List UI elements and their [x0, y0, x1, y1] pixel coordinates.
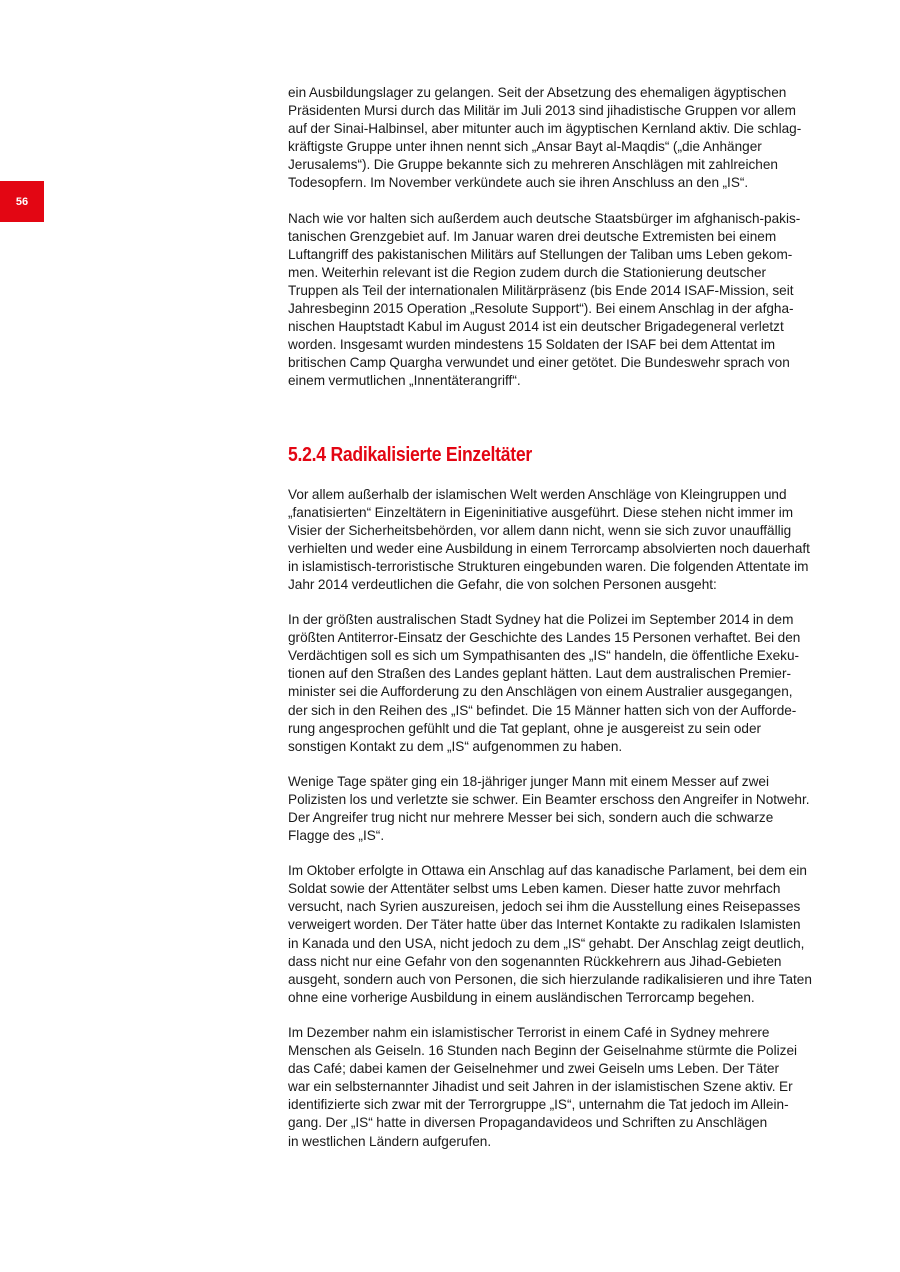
text-line: Jahresbeginn 2015 Operation „Resolute Support“). Bei einem Anschlag in der afgha- [288, 301, 794, 317]
text-line: Soldat sowie der Attentäter selbst ums Leben kamen. Dieser hatte zuvor mehrfach [288, 881, 781, 897]
page-number: 56 [0, 181, 44, 222]
main-text [288, 84, 836, 1168]
text-line: ein Ausbildungslager zu gelangen. Seit der Absetzung des ehemaligen ägyptischen [288, 85, 787, 100]
text-line: rung angesprochen gefühlt und die Tat geplant, ohne je ausgereist zu sein oder [288, 720, 762, 736]
text-line: Jahr 2014 verdeutlichen die Gefahr, die von solchen Personen ausgeht: [288, 576, 717, 592]
text-line: nischen Hauptstadt Kabul im August 2014 ist ein deutscher Brigadegeneral verletzt [288, 319, 784, 335]
text-line: in westlichen Ländern aufgerufen. [288, 1133, 492, 1149]
text-line: einem vermutlichen „Innentäterangriff“. [288, 373, 521, 389]
text-line: das Café; dabei kamen der Geiselnehmer und zwei Geiseln ums Leben. Der Täter [288, 1061, 780, 1077]
text-line: Präsidenten Mursi durch das Militär im Juli 2013 sind jihadistische Gruppen vor allem [288, 103, 796, 119]
paragraph [288, 1024, 836, 1151]
text-line: men. Weiterhin relevant ist die Region zudem durch die Stationierung deutscher [288, 264, 767, 280]
text-line: britischen Camp Quargha verwundet und einer getötet. Die Bundeswehr sprach von [288, 355, 790, 371]
text-line: Jerusalems“). Die Gruppe bekannte sich zu mehreren Anschlägen mit zahlreichen [288, 157, 778, 173]
text-line: tanischen Grenzgebiet auf. Im Januar waren drei deutsche Extremisten bei einem [288, 228, 777, 244]
text-line: Todesopfern. Im November verkündete auch sie ihren Anschluss an den „IS“. [288, 175, 749, 191]
text-line: Im Oktober erfolgte in Ottawa ein Anschlag auf das kanadische Parlament, bei dem ein [288, 863, 807, 879]
paragraph [288, 773, 836, 845]
text-line: kräftigste Gruppe unter ihnen nennt sich „Ansar Bayt al-Maqdis“ („die Anhänger [288, 139, 762, 155]
text-line: ausgeht, sondern auch von Personen, die sich hierzulande radikalisieren und ihre Taten [288, 971, 812, 987]
text-line: „fanatisierten“ Einzeltätern in Eigeninitiative ausgeführt. Diese stehen nicht immer im [288, 504, 794, 520]
text-line: auf der Sinai-Halbinsel, aber mitunter auch im ägyptischen Kernland aktiv. Die schlag- [288, 121, 802, 137]
text-line: Truppen als Teil der internationalen Militärpräsenz (bis Ende 2014 ISAF-Mission, seit [288, 282, 794, 298]
text-line: Visier der Sicherheitsbehörden, vor allem dann nicht, wenn sie sich zuvor unauffällig [288, 522, 792, 538]
paragraph [288, 84, 836, 193]
text-line: ohne eine vorherige Ausbildung in einem ausländischen Terrorcamp begehen. [288, 989, 755, 1005]
text-line: in Kanada und den USA, nicht jedoch zu dem „IS“ gehabt. Der Anschlag zeigt deutlich, [288, 935, 805, 951]
text-line: In der größten australischen Stadt Sydney hat die Polizei im September 2014 in dem [288, 612, 794, 628]
text-line: gang. Der „IS“ hatte in diversen Propagandavideos und Schriften zu Anschlägen [288, 1115, 768, 1131]
section-heading: 5.2.4 Radikalisierte Einzeltäter [288, 443, 532, 466]
text-line: verhielten und weder eine Ausbildung in einem Terrorcamp absolvierten noch dauerhaft [288, 540, 810, 556]
text-line: Wenige Tage später ging ein 18-jähriger junger Mann mit einem Messer auf zwei [288, 773, 769, 789]
paragraphs-top [288, 84, 836, 391]
text-line: Verdächtigen soll es sich um Sympathisanten des „IS“ handeln, die öffentliche Exeku- [288, 648, 800, 664]
text-line: war ein selbsternannter Jihadist und seit Jahren in der islamistischen Szene aktiv. Er [288, 1079, 793, 1095]
text-line: Nach wie vor halten sich außerdem auch deutsche Staatsbürger im afghanisch-pakis- [288, 210, 801, 226]
text-line: worden. Insgesamt wurden mindestens 15 Soldaten der ISAF bei dem Attentat im [288, 337, 776, 353]
text-line: in islamistisch-terroristische Strukturen eingebunden waren. Die folgenden Attentate im [288, 558, 809, 574]
text-line: der sich in den Reihen des „IS“ befindet. Die 15 Männer hatten sich von der Aufforde- [288, 702, 797, 718]
text-line: identifizierte sich zwar mit der Terrorgruppe „IS“, unternahm die Tat jedoch im Allein- [288, 1097, 789, 1113]
text-line: verweigert worden. Der Täter hatte über das Internet Kontakte zu radikalen Islamisten [288, 917, 801, 933]
text-line: Im Dezember nahm ein islamistischer Terrorist in einem Café in Sydney mehrere [288, 1024, 770, 1040]
text-line: Luftangriff des pakistanischen Militärs auf Stellungen der Taliban ums Leben gekom- [288, 246, 793, 262]
text-line: Flagge des „IS“. [288, 828, 385, 844]
text-line: Vor allem außerhalb der islamischen Welt werden Anschläge von Kleingruppen und [288, 486, 787, 502]
paragraph [288, 486, 836, 595]
text-line: dass nicht nur eine Gefahr von den sogenannten Rückkehrern aus Jihad-Gebieten [288, 953, 782, 969]
text-line: Menschen als Geiseln. 16 Stunden nach Beginn der Geiselnahme stürmte die Polizei [288, 1043, 798, 1059]
text-line: minister sei die Aufforderung zu den Anschlägen von einem Australier ausgegangen, [288, 684, 793, 700]
paragraph [288, 862, 836, 1007]
text-line: Der Angreifer trug nicht nur mehrere Messer bei sich, sondern auch die schwarze [288, 810, 774, 825]
text-line: versucht, nach Syrien auszureisen, jedoch sei ihm die Ausstellung eines Reisepasses [288, 899, 801, 915]
paragraph [288, 611, 836, 756]
text-line: größten Antiterror-Einsatz der Geschichte des Landes 15 Personen verhaftet. Bei den [288, 630, 801, 646]
paragraphs-section [288, 486, 836, 1151]
text-line: sonstigen Kontakt zu dem „IS“ aufgenommen zu haben. [288, 738, 623, 754]
paragraph [288, 210, 836, 391]
text-line: Polizisten los und verletzte sie schwer. Ein Beamter erschoss den Angreifer in Notwehr. [288, 791, 810, 807]
text-line: tionen auf den Straßen des Landes geplant hätten. Laut dem australischen Premier- [288, 666, 792, 682]
